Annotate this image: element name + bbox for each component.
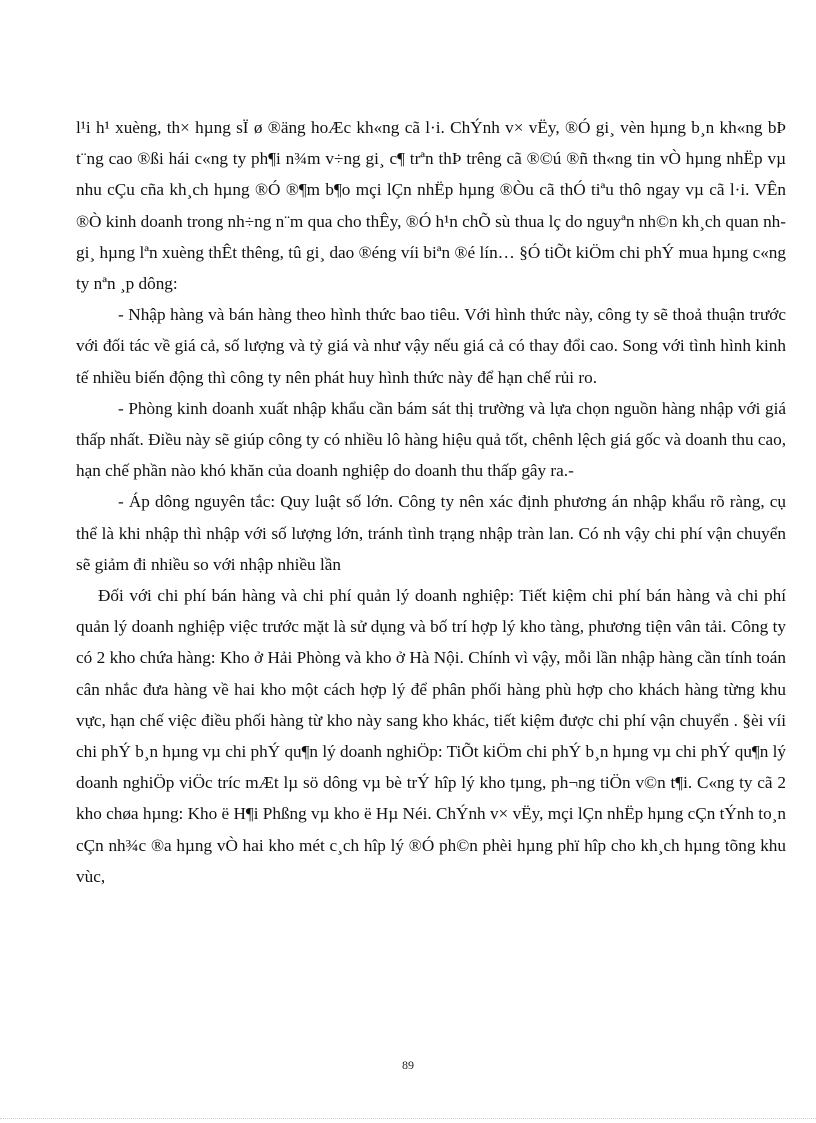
body-text (76, 112, 786, 892)
paragraph-large-numbers: - Áp dông nguyên tắc: Quy luật số lớn. Công ty nên xác định phương án nhập khẩu rõ ràng, cụ thể là khi nhập thì nhập với số lượng lớn, tránh tình trạng nhập tràn lan. Có nh vậy chi phí vận chuyển sẽ giảm đi nhiều so với nhập nhiều lần (76, 492, 786, 574)
paragraph-import-department: - Phòng kinh doanh xuất nhập khẩu cần bám sát thị trường và lựa chọn nguồn hàng nhập với giá thấp nhất. Điều này sẽ giúp công ty có nhiều lô hàng hiệu quả tốt, chênh lệch giá gốc và doanh thu cao, hạn chế phần nào khó khăn của doanh nghiệp do doanh thu thấp gây ra.- (76, 398, 786, 481)
page-number: 89 (402, 1058, 414, 1072)
paragraph-purchase-cost: l¹i h¹ xuèng, th× hµng sÏ ø ®äng hoÆc kh«ng cã l·i. ChÝnh v× vËy, ®Ó gi¸ vèn hµng b¸n kh«ng bÞ t¨ng cao ®ßi hái c«ng ty ph¶i n¾m v÷ng gi¸ c¶ trªn thÞ trêng cã ®©ú ®ñ th«ng tin vÒ hµng nhËp vµ nhu cÇu cña kh¸ch hµng ®Ó ®¶m b¶o mçi lÇn nhËp hµng ®Òu cã thÓ tiªu thô ngay vµ cã l·i. VÊn ®Ò kinh doanh trong nh÷ng n¨m qua cho thÊy, ®Ó h¹n chÕ sù thua lç do nguyªn nh©n kh¸ch quan nh gi¸ hµng lªn xuèng thÊt thêng, tû gi¸ dao ®éng víi biªn ®é lín… §Ó tiÕt kiÖm chi phÝ mua hµng c«ng ty nªn ¸p dông: (76, 118, 786, 294)
page-bottom-divider (0, 1118, 816, 1119)
paragraph-bao-tieu: - Nhập hàng và bán hàng theo hình thức bao tiêu. Với hình thức này, công ty sẽ thoả thuận trước với đối tác về giá cả, số lượng và tỷ giá và như vậy nếu giá cả có thay đổi cao. Song với tình hình kinh tế nhiều biến động thì công ty nên phát huy hình thức này để hạn chế rủi ro. (76, 305, 786, 387)
paragraph-selling-admin-cost: Đối với chi phí bán hàng và chi phí quản lý doanh nghiệp: Tiết kiệm chi phí bán hàng và chi phí quản lý doanh nghiệp việc trước mặt là sử dụng và bố trí hợp lý kho tàng, phương tiện vân tải. Công ty có 2 kho chứa hàng: Kho ở Hải Phòng và kho ở Hà Nội. Chính vì vậy, mỗi lần nhập hàng cần tính toán cân nhắc đưa hàng về hai kho một cách hợp lý để phân phối hàng phù hợp cho khách hàng từng khu vực, hạn chế việc điều phối hàng từ kho này sang kho khác, tiết kiệm được chi phí vận chuyển . §èi víi chi phÝ b¸n hµng vµ chi phÝ qu¶n lý doanh nghiÖp: TiÕt kiÖm chi phÝ b¸n hµng vµ chi phÝ qu¶n lý doanh nghiÖp viÖc tríc mÆt lµ sö dông vµ bè trÝ hîp lý kho tµng, ph¬ng tiÖn v©n t¶i. C«ng ty cã 2 kho chøa hµng: Kho ë H¶i Phßng vµ kho ë Hµ Néi. ChÝnh v× vËy, mçi lÇn nhËp hµng cÇn tÝnh to¸n cÇn nh¾c ®a hµng vÒ hai kho mét c¸ch hîp lý ®Ó ph©n phèi hµng phï hîp cho kh¸ch hµng tõng khu vùc, (76, 586, 786, 886)
